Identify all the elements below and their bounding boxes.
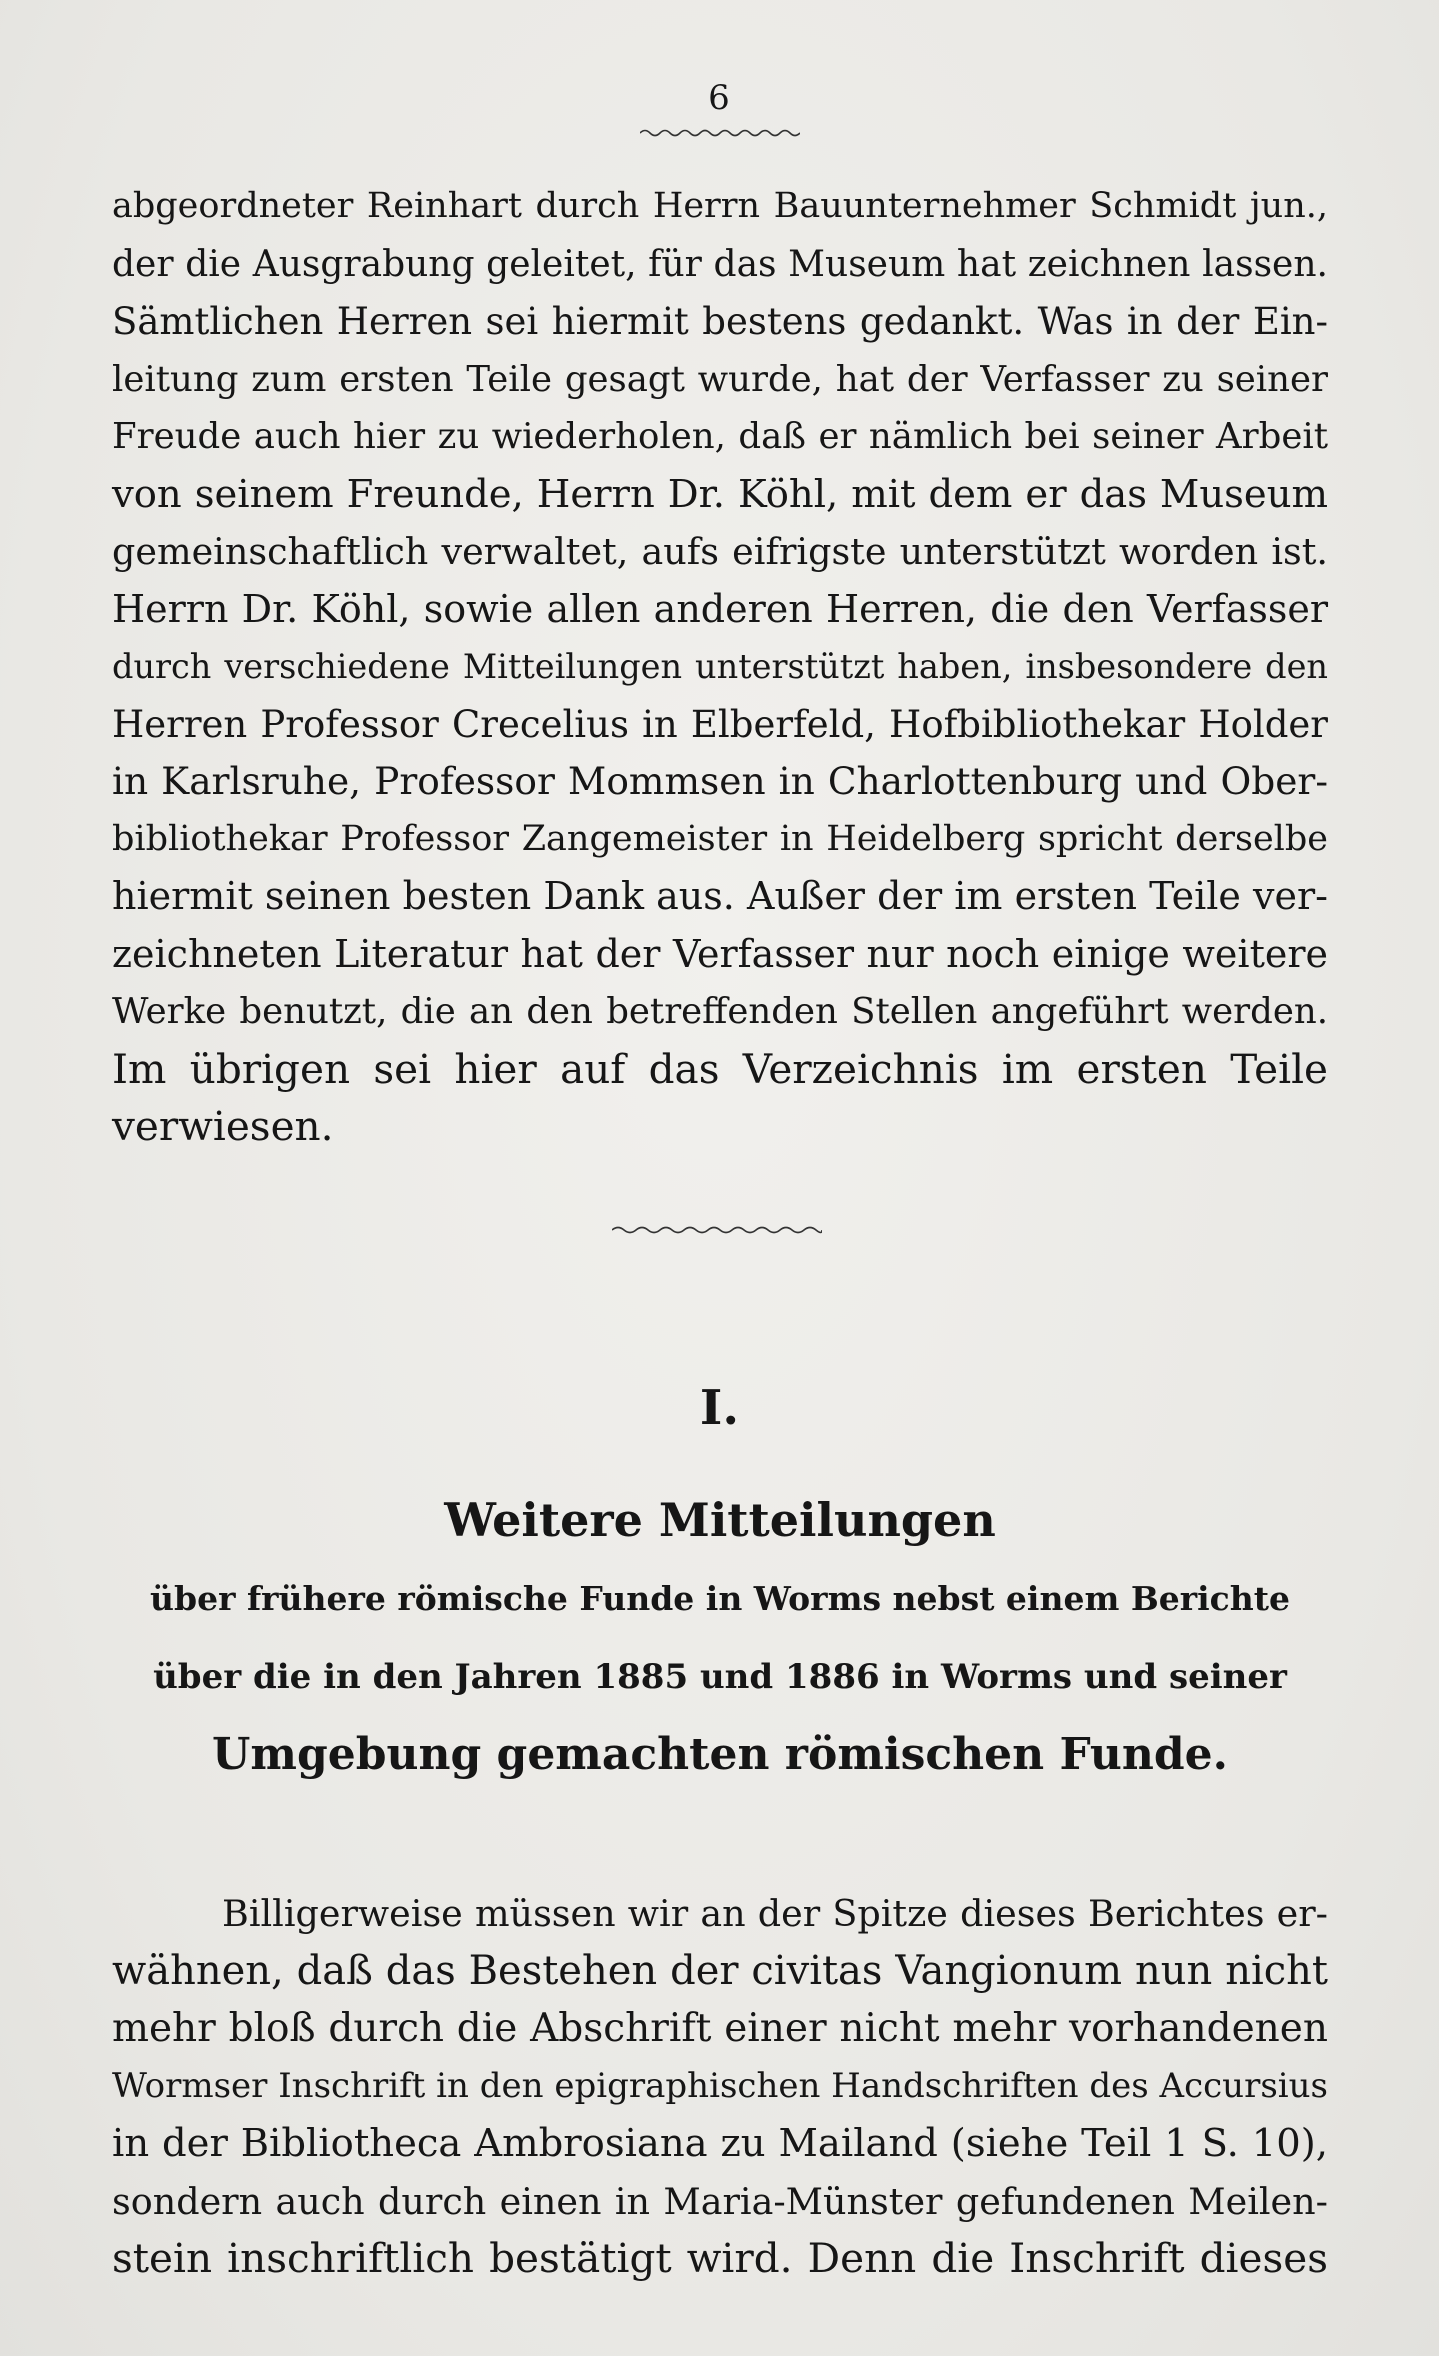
paragraph-acknowledgements [112, 178, 1328, 1156]
text-line: Im übrigen sei hier auf das Verzeichnis im ersten Teile [112, 1044, 1328, 1093]
text-line: abgeordneter Reinhart durch Herrn Bauunternehmer Schmidt jun., [112, 186, 1328, 226]
text-line: in der Bibliotheca Ambrosiana zu Mailand (siehe Teil 1 S. 10), [112, 2121, 1328, 2166]
heading-line: Weitere Mitteilungen [444, 1493, 996, 1547]
text-line: zeichneten Literatur hat der Verfasser nur noch einige weitere [112, 931, 1328, 976]
text-line: stein inschriftlich bestätigt wird. Denn die Inschrift dieses [112, 2234, 1328, 2282]
page-number: 6 [708, 78, 731, 118]
text-line: verwiesen. [112, 1102, 334, 1150]
heading-line: Umgebung gemachten römischen Funde. [212, 1729, 1228, 1780]
text-line: Herrn Dr. Köhl, sowie allen anderen Herren, die den Verfasser [112, 586, 1328, 631]
heading-line: über die in den Jahren 1885 und 1886 in Worms und seiner [153, 1657, 1287, 1697]
heading-line: über frühere römische Funde in Worms nebst einem Berichte [150, 1579, 1290, 1618]
section-divider-ornament [612, 1222, 822, 1238]
text-line: Herren Professor Crecelius in Elberfeld, Hofbibliothekar Holder [112, 702, 1328, 746]
paragraph-report-intro [112, 1885, 1328, 2288]
text-line: wähnen, daß das Bestehen der civitas Vangionum nun nicht [112, 1947, 1328, 1994]
text-line: mehr bloß durch die Abschrift einer nicht mehr vorhandenen [112, 2006, 1328, 2051]
text-line: hiermit seinen besten Dank aus. Außer der im ersten Teile ver- [112, 874, 1328, 918]
text-line: gemeinschaftlich verwaltet, aufs eifrigste unterstützt worden ist. [112, 530, 1328, 573]
text-line: sondern auch durch einen in Maria-Münster gefundenen Meilen- [112, 2179, 1328, 2223]
text-line: Werke benutzt, die an den betreffenden Stellen angeführt werden. [112, 991, 1328, 1032]
text-line: Sämtlichen Herren sei hiermit bestens gedankt. Was in der Ein- [112, 300, 1328, 343]
section-heading [150, 1480, 1290, 1794]
text-line: der die Ausgrabung geleitet, für das Museum hat zeichnen lassen. [112, 243, 1328, 285]
text-line: Billigerweise müssen wir an der Spitze dieses Berichtes er- [222, 1892, 1328, 1935]
text-line: in Karlsruhe, Professor Mommsen in Charlottenburg und Ober- [112, 759, 1328, 803]
text-line: von seinem Freunde, Herrn Dr. Köhl, mit dem er das Museum [112, 471, 1328, 517]
text-line: leitung zum ersten Teile gesagt wurde, hat der Verfasser zu seiner [112, 358, 1328, 400]
text-line: bibliothekar Professor Zangemeister in Heidelberg spricht derselbe [112, 818, 1328, 859]
page-number-ornament [640, 126, 800, 140]
text-line: Wormser Inschrift in den epigraphischen Handschriften des Accursius [112, 2065, 1328, 2106]
text-line: Freude auch hier zu wiederholen, daß er nämlich bei seiner Arbeit [112, 416, 1328, 457]
text-line: durch verschiedene Mitteilungen unterstützt haben, insbesondere den [112, 647, 1328, 686]
section-number: I. [699, 1380, 740, 1436]
